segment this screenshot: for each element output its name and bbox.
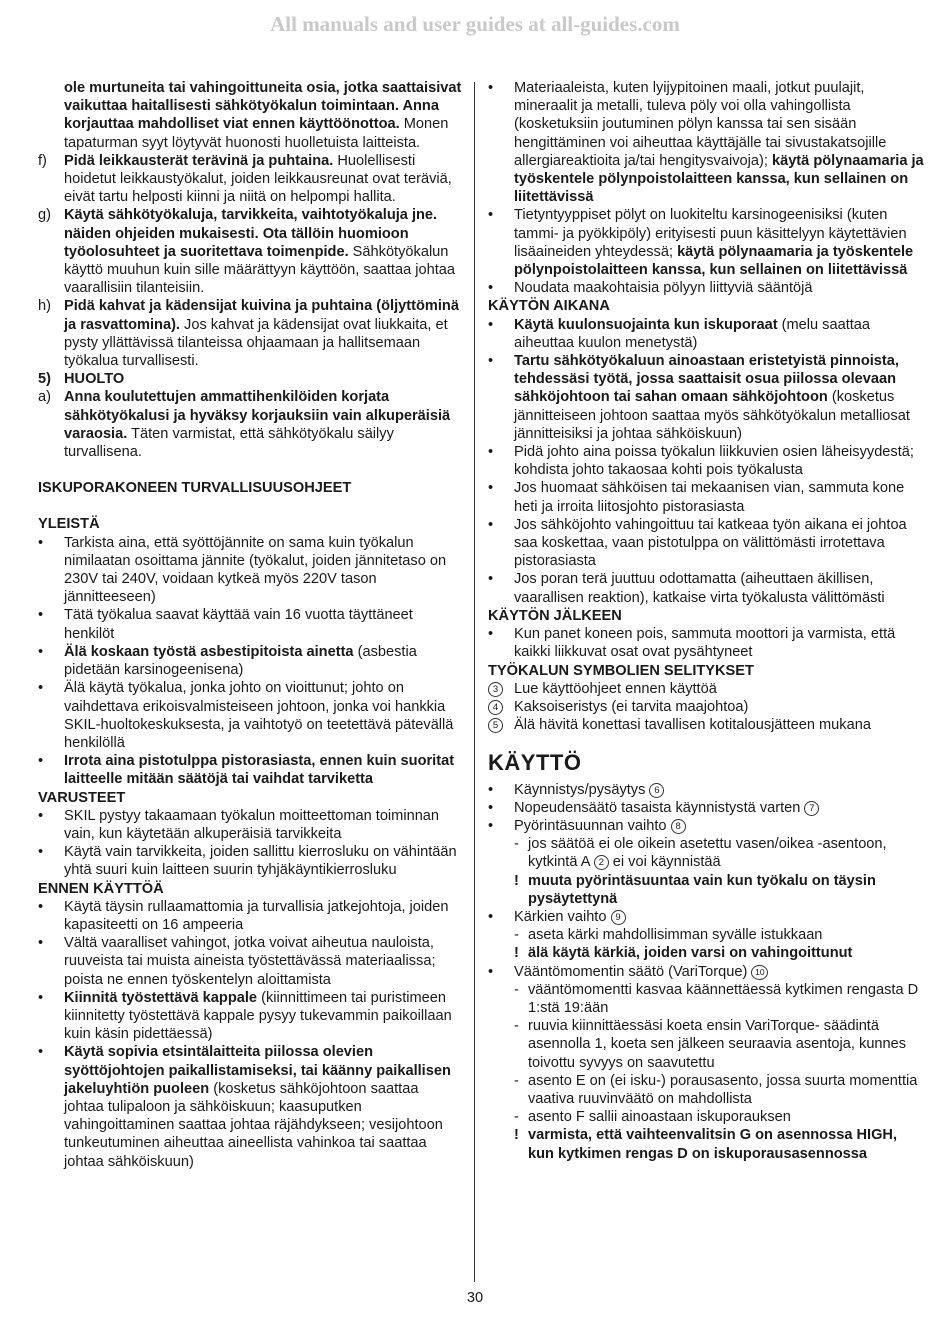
bold-text: Pidä kahvat ja kädensijat kuivina ja puhtaina (öljyttöminä ja rasvattomina). — [64, 298, 459, 333]
symbol-item — [488, 716, 926, 734]
text: Sähkötyökalun käyttö muuhun kuin sille määrättyyn käyttöön, saattaa johtaa vaarallisiin tilanteisiin. — [64, 243, 456, 297]
text: Täten varmistat, että sähkötyökalu säilyy turvallisena. — [64, 425, 394, 461]
symbolit-heading: TYÖKALUN SYMBOLIEN SELITYKSET — [488, 662, 754, 679]
ennen-heading: ENNEN KÄYTTÖÄ — [38, 880, 164, 897]
circled-number-icon: 3 — [488, 682, 503, 697]
bold-text: Käytä kuulonsuojainta kun iskuporaat — [514, 316, 778, 333]
text: (kosketus jännitteiseen johtoon saattaa myös sähkötyökalun metalliosat jännitteisiksi ja johtaa sähköiskuun) — [514, 389, 910, 442]
circled-number-icon: 2 — [594, 855, 609, 870]
column-divider — [474, 82, 475, 1282]
section-5-heading — [38, 370, 462, 388]
bold-text: Käytä sähkötyökaluja, tarvikkeita, vaihtotyökaluja jne. näiden ohjeiden mukaisesti. Ota tällöin huomioon työolosuhteet ja suoritettava toimenpide. — [64, 207, 438, 260]
bullet-item — [488, 908, 926, 926]
spacer — [38, 497, 462, 515]
item-marker: h) — [38, 298, 51, 315]
bullet-item: • Jos poran terä juuttuu odottamatta (aiheuttaen äkillisen, vaarallisen reaktion), katkaise virta työkalusta välittömästi — [488, 570, 926, 606]
bold-text: käytä pölynaamaria ja työskentele pölynpoistolaitteen kanssa, kun sellainen on liitettävissä — [514, 152, 924, 206]
bullet-item — [488, 206, 926, 279]
bullet-item: • Tarkista aina, että syöttöjännite on sama kuin työkalun nimilaatan osoittama jännite (työkalut, joiden jännitetaso on 230V tai 240V, voidaan kytkeä myös 220V tason jännitteeseen) — [38, 534, 462, 607]
bullet-item: • Kun panet koneen pois, sammuta moottori ja varmista, että kaikki liikkuvat osat ovat pysähtyneet — [488, 625, 926, 661]
dash-item — [488, 835, 926, 871]
bold-text: Pidä leikkausterät terävinä ja puhtaina. — [64, 152, 334, 169]
dash-item: - ruuvia kiinnittäessäsi koeta ensin VariTorque- säädintä asennolla 1, koeta sen jälkeen seuraavia asentoja, kunnes toivottu syvyys on saavutettu — [488, 1017, 926, 1072]
item-h — [38, 297, 462, 370]
bullet-item: • Käytä täysin rullaamattomia ja turvallisia jatkejohtoja, joiden kapasiteetti on 16 ampeeria — [38, 898, 462, 934]
bold-text: Anna koulutettujen ammattihenkilöiden korjata sähkötyökalusi ja hyväksy korjauksiin vain alkuperäisiä varaosia. — [64, 389, 451, 442]
circled-number-icon: 7 — [804, 801, 819, 816]
bullet-item — [488, 963, 926, 981]
watermark: All manuals and user guides at all-guides.com — [270, 12, 680, 36]
bullet-item — [38, 1043, 462, 1170]
jalkeen-heading: KÄYTÖN JÄLKEEN — [488, 607, 622, 624]
text: jos säätöä ei ole oikein asetettu vasen/oikea -asentoon, kytkintä A — [528, 836, 887, 871]
dash-item: - asento F sallii ainoastaan iskuporauksen — [488, 1108, 926, 1126]
left-column — [38, 79, 462, 1171]
bullet-item: • Noudata maakohtaisia pölyyn liittyviä sääntöjä — [488, 279, 926, 297]
page-number: 30 — [466, 1290, 484, 1306]
bullet-item: • Jos huomaat sähköisen tai mekaanisen vian, sammuta kone heti ja irroita liitosjohto pistorasiasta — [488, 479, 926, 515]
text: (melu saattaa aiheuttaa kuulon menetystä) — [514, 316, 871, 351]
text: Nopeudensäätö tasaista käynnistystä varten — [514, 799, 805, 816]
warning-item: ! muuta pyörintäsuuntaa vain kun työkalu on täysin pysäytettynä — [488, 872, 926, 908]
item-f — [38, 152, 462, 207]
text: Kärkien vaihto — [514, 908, 611, 925]
bullet-item: • Tätä työkalua saavat käyttää vain 16 vuotta täyttäneet henkilöt — [38, 606, 462, 642]
bold-text: Kiinnitä työstettävä kappale — [64, 989, 258, 1006]
bold-text: ole murtuneita tai vahingoittuneita osia, jotka saattaisivat vaikuttaa haitallisesti sähkötyökalun toimintaan. Anna korjauttaa mahdolliset viat ennen käyttöönottoa. — [64, 80, 462, 133]
text: Jos kahvat ja kädensijat ovat liukkaita, et pysty yllättävissä tilanteissa ohjaamaan ja hallitsemaan työkalua turvallisesti. — [64, 316, 448, 370]
bold-text: käytä pölynaamaria ja työskentele pölynpoistolaitteen kanssa, kun sellainen on liitettävissä — [514, 243, 914, 279]
bullet-item: • Käytä vain tarvikkeita, joiden sallittu kierrosluku on vähintään yhtä suuri kuin laitteen suurin tyhjäkäyntikierrosluku — [38, 843, 462, 879]
bullet-item: • Jos sähköjohto vahingoittuu tai katkeaa työn aikana ei johtoa saa koskettaa, vaan pistotulppa on välittömästi irrotettava pistorasiasta — [488, 516, 926, 571]
text: (kiinnittimeen tai puristimeen kiinnitetty työstettävä kappale pysyy tukevammin paikoillaan kuin käsin pidettäessä) — [64, 989, 452, 1043]
bullet-item — [488, 79, 926, 206]
bold-text: Irrota aina pistotulppa pistorasiasta, ennen kuin suoritat laitteelle mitään säätöjä tai vaihdat tarviketta — [64, 753, 455, 788]
dash-item: - vääntömomentti kasvaa käännettäessä kytkimen rengasta D 1:stä 19:ään — [488, 981, 926, 1017]
bullet-item — [488, 799, 926, 817]
symbol-item — [488, 680, 926, 698]
yleista-heading: YLEISTÄ — [38, 516, 100, 533]
spacer — [38, 461, 462, 479]
aikana-heading: KÄYTÖN AIKANA — [488, 298, 610, 315]
circled-number-icon: 4 — [488, 700, 503, 715]
text: (asbestia pidetään karsinogeenisena) — [64, 643, 417, 679]
bold-text: Älä koskaan työstä asbestipitoista ainetta — [64, 643, 354, 660]
dash-item: - aseta kärki mahdollisimman syvälle istukkaan — [488, 926, 926, 944]
warning-item: ! älä käytä kärkiä, joiden varsi on vahingoittunut — [488, 944, 926, 962]
text: Älä hävitä konettasi tavallisen kotitalousjätteen mukana — [514, 717, 871, 734]
bullet-item: • Vältä vaaralliset vahingot, jotka voivat aiheutua nauloista, ruuveista tai muista aineista työstettävässä materiaalissa; poista ne ennen työskentelyn aloittamista — [38, 934, 462, 989]
item-a — [38, 388, 462, 461]
symbol-item — [488, 698, 926, 716]
bullet-item — [488, 316, 926, 352]
text: Materiaaleista, kuten lyijypitoinen maali, jotkut puulajit, mineraalit ja metalli, tuleva pöly voi olla vahingollista (kosketuksiin joutuminen pölyn kanssa tai sen sisään hengittäminen voi aiheuttaa käyttäjälle tai sivustakatsojille allergiareaktioita ja/tai hengitysvaivoja); — [514, 80, 887, 169]
circled-number-icon: 9 — [611, 910, 626, 925]
safety-title: ISKUPORAKONEEN TURVALLISUUSOHJEET — [38, 480, 352, 497]
text: (kosketus sähköjohtoon saattaa johtaa tulipaloon ja sähköiskuun; kaasuputken vahingoittaminen saattaa johtaa räjähdykseen; vesijohtoon tunkeutuminen aiheuttaa aineellista vahinkoa tai saattaa johtaa sähköiskuun) — [64, 1080, 443, 1170]
item-marker: f) — [38, 152, 47, 169]
warning-item: ! varmista, että vaihteenvalitsin G on asennossa HIGH, kun kytkimen rengas D on iskuporausasennossa — [488, 1126, 926, 1162]
text: Käynnistys/pysäytys — [514, 781, 650, 798]
item-marker: a) — [38, 389, 51, 406]
kaytto-title: KÄYTTÖ — [488, 750, 582, 776]
bullet-item — [38, 989, 462, 1044]
circled-number-icon: 5 — [488, 718, 503, 733]
text: Vääntömomentin säätö (VariTorque) — [514, 963, 752, 980]
circled-number-icon: 10 — [751, 965, 768, 980]
dash-item: - asento E on (ei isku-) porausasento, jossa suurta momenttia vaativa ruuvinväätö on mahdollista — [488, 1072, 926, 1108]
bullet-item — [488, 781, 926, 799]
text: ei voi käynnistää — [608, 854, 721, 871]
circled-number-icon: 8 — [671, 819, 686, 834]
text: Kaksoiseristys (ei tarvita maajohtoa) — [514, 698, 749, 715]
right-column — [488, 79, 926, 1163]
bullet-item — [38, 752, 462, 788]
bullet-item — [38, 643, 462, 679]
item-marker: g) — [38, 207, 51, 224]
text: Lue käyttöohjeet ennen käyttöä — [514, 680, 717, 697]
text: Tietyntyyppiset pölyt on luokiteltu karsinogeenisiksi (kuten tammi- ja pyökkipöly) erityisesti puun käsittelyyn käytettävien lisäaineiden yhteydessä; — [514, 207, 907, 260]
continued-item — [38, 79, 462, 152]
text: Monen tapaturman syyt löytyvät huonosti huolletuista laitteista. — [64, 116, 449, 151]
bullet-item: • Älä käytä työkalua, jonka johto on vioittunut; johto on vaihdettava erikoisvalmisteiseen johtoon, jonka voi hankkia SKIL-huoltokeskuksesta, ja vaihtotyö on teetettävä pätevällä henkilöllä — [38, 679, 462, 752]
item-g — [38, 206, 462, 297]
varusteet-heading: VARUSTEET — [38, 789, 126, 806]
text: Pyörintäsuunnan vaihto — [514, 817, 671, 834]
text: Huolellisesti hoidetut leikkaustyökalut, joiden leikkausreunat ovat teräviä, eivät tartu helposti kiinni ja niitä on helpompi hallita. — [64, 152, 452, 206]
bullet-item — [488, 817, 926, 835]
bold-text: Käytä sopivia etsintälaitteita piilossa olevien syöttöjohtojen paikallistamiseksi, tai käänny paikallisen jakeluyhtiön puoleen — [64, 1044, 451, 1097]
bullet-item: • SKIL pystyy takaamaan työkalun moitteettoman toiminnan vain, kun käytetään alkuperäisiä tarvikkeita — [38, 807, 462, 843]
heading-text: HUOLTO — [64, 371, 125, 388]
bold-text: Tartu sähkötyökaluun ainoastaan eristetyistä pinnoista, tehdessäsi työtä, jossa saattaisit osua piilossa olevaan sähköjohtoon tai sahan omaan sähköjohtoon — [514, 353, 899, 406]
circled-number-icon: 6 — [649, 783, 664, 798]
bullet-item — [488, 352, 926, 443]
bullet-item: • Pidä johto aina poissa työkalun liikkuvien osien läheisyydestä; kohdista johto takaosaa kohti pois työkalusta — [488, 443, 926, 479]
item-marker: 5) — [38, 371, 51, 388]
